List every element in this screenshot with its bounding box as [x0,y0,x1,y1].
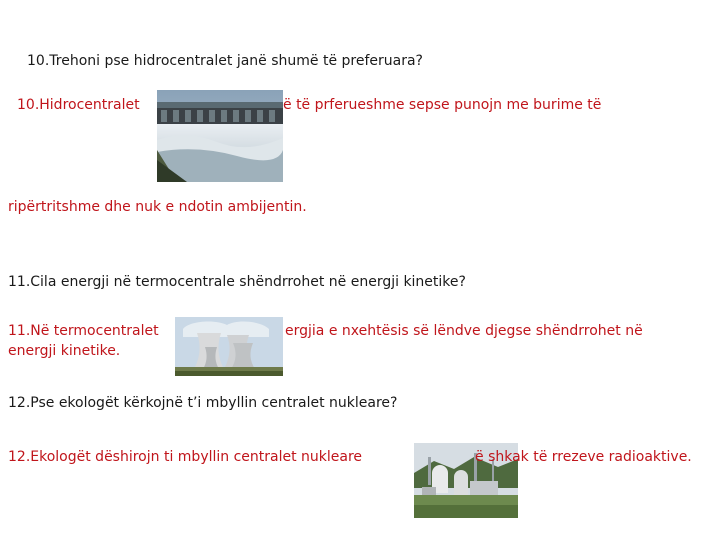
answer-12-start: 12.Ekologët dëshirojn ti mbyllin centralet nukleare [8,449,363,465]
dam-photo [157,90,283,182]
answer-11-line2: energji kinetike. [8,343,121,359]
question-10: 10.Trehoni pse hidrocentralet janë shumë të preferuara? [27,53,423,69]
question-12: 12.Pse ekologët kërkojnë t’i mbyllin centralet nukleare? [8,395,398,411]
answer-10-start: 10.Hidrocentralet [17,97,140,113]
question-11: 11.Cila energji në termocentrale shëndrrohet në energji kinetike? [8,274,466,290]
answer-11-start: 11.Në termocentralet [8,323,159,339]
answer-11-end: ergjia e nxehtësis së lëndve djegse shëndrrohet në [285,323,643,339]
answer-10-end: ë të prferueshme sepse punojn me burime të [283,97,602,113]
answer-10-line2: ripërtritshme dhe nuk e ndotin ambijentin. [8,199,307,215]
answer-12-end: ë shkak të rrezeve radioaktive. [475,449,692,465]
cooling-towers-photo [175,317,283,376]
